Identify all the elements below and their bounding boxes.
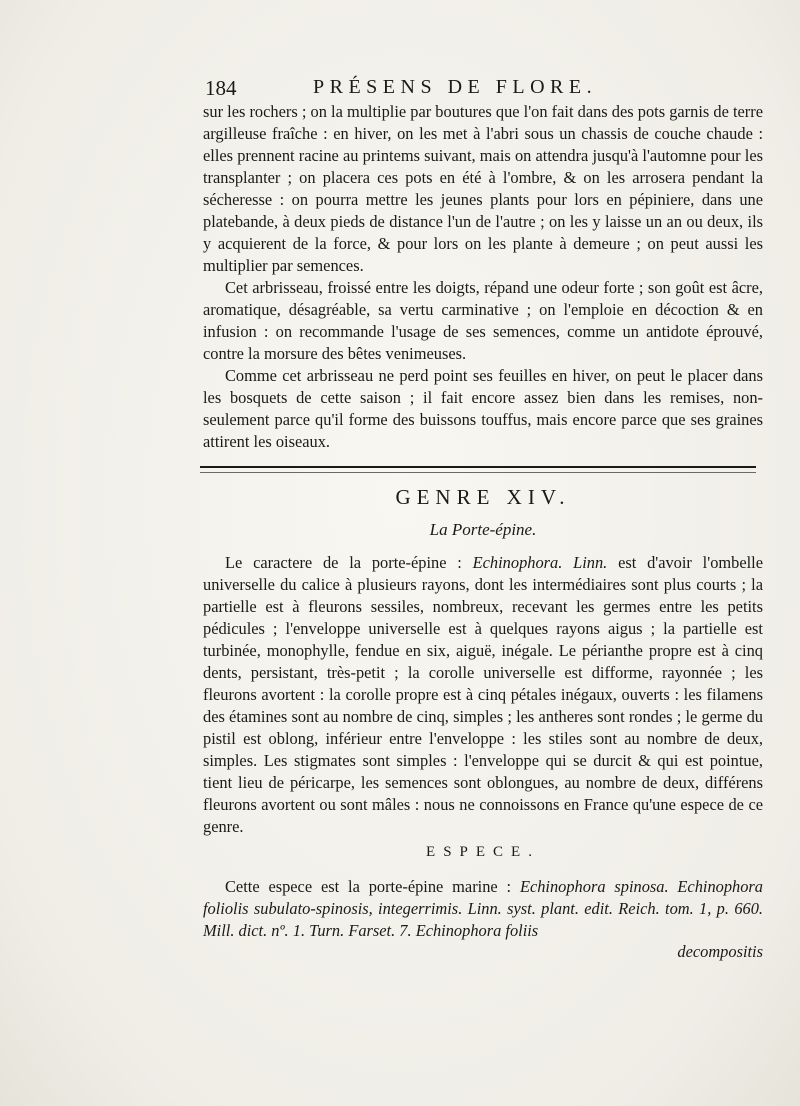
genre-subtitle: La Porte-épine. — [429, 520, 537, 539]
genre-intro: Le caractere de la porte-épine : — [225, 553, 473, 572]
section-divider — [200, 466, 756, 468]
genre-body: est d'avoir l'ombelle universelle du calice à plusieurs rayons, dont les intermédiaires sont plus courts ; la partielle est à fleurons sessiles, nombreux, recevant les germes entre les petits pédicules ; l'enveloppe universelle est à quelques rayons aigus ; la partielle est turbinée, monophylle, fendue en six, aiguë, inégale. Le périanthe propre est à cinq dents, persistant, très-petit ; la corolle universelle est difforme, rayonnée ; les fleurons avortent : la corolle propre est à cinq pétales inégaux, ouverts : les filamens des étamines sont au nombre de cinq, simples ; les antheres sont rondes ; le germe du pistil est oblong, inférieur entre l'enveloppe : les stiles sont au nombre de deux, simples. Les stigmates sont simples : l'enveloppe qui se durcit & qui est pointue, tient lieu de péricarpe, les semences sont oblongues, au nombre de deux, différens fleurons avortent ou sont mâles : nous ne connoissons en France qu'une espece de ce genre. — [203, 553, 763, 836]
espece-intro: Cette espece est la porte-épine marine : — [225, 877, 520, 896]
espece-title: ESPECE. — [426, 844, 540, 860]
paragraph-culture: sur les rochers ; on la multiplie par boutures que l'on fait dans des pots garnis de terre argilleuse fraîche : en hiver, on les met à l'abri sous un chassis de couche chaude : elles prennent racine au printems suivant, mais on attendra jusqu'à l'automne pour les transplanter ; on placera ces pots en été à l'ombre, & on les arrosera pendant la sécheresse : on pourra mettre les jeunes plants pour lors en pépiniere, dans une platebande, à deux pieds de distance l'un de l'autre ; on les y laisse un an ou deux, ils y acquierent de la force, & pour lors on les plante à demeure ; on peut aussi les multiplier par semences. — [203, 102, 763, 275]
section-divider-thin — [200, 472, 756, 473]
espece-paragraph — [203, 876, 763, 942]
genus-name: Echinophora. Linn. — [472, 553, 608, 572]
genre-title: GENRE XIV. — [395, 485, 571, 509]
paragraph-properties: Cet arbrisseau, froissé entre les doigts, répand une odeur forte ; son goût est âcre, aromatique, désagréable, sa vertu carminative ; on l'emploie en décoction & en infusion : on recommande l'usage de ses semences, comme un antidote éprouvé, contre la morsure des bêtes venimeuses. — [203, 278, 763, 363]
genre-paragraph — [203, 552, 763, 838]
continuation-text — [203, 101, 763, 453]
espece-last-line: decompositis — [677, 942, 763, 961]
running-head: PRÉSENS DE FLORE. — [313, 76, 598, 98]
page-number: 184 — [205, 76, 237, 100]
paragraph-garden-use: Comme cet arbrisseau ne perd point ses feuilles en hiver, on peut le placer dans les bosquets de cette saison ; il fait encore assez bien dans les remises, non-seulement parce qu'il forme des buissons touffus, mais encore parce que ses graines attirent les oiseaux. — [203, 366, 763, 451]
genre-description — [203, 552, 763, 838]
espece-description — [203, 876, 763, 942]
page-header — [205, 76, 765, 102]
espece-citation: Echinophora spinosa. Echinophora foliolis subulato-spinosis, integerrimis. Linn. syst. plant. edit. Reich. tom. 1, p. 660. Mill. dict. nº. 1. Turn. Farset. 7. Echinophora foliis — [203, 877, 763, 940]
